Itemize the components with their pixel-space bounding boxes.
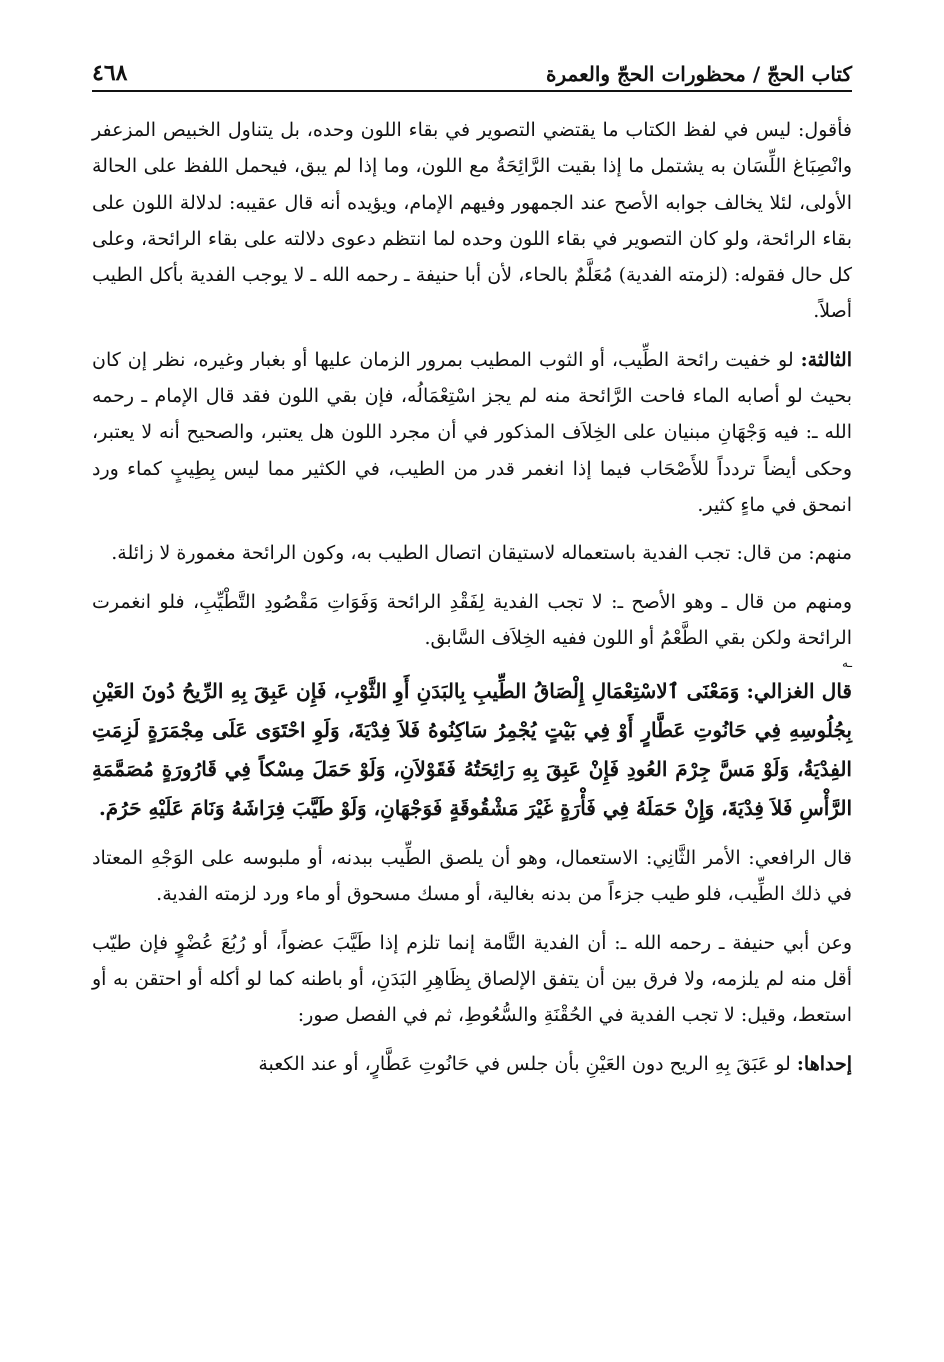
paragraph-2 (92, 342, 852, 523)
paragraph-text: منهم: من قال: تجب الفدية باستعماله لاستيقان اتصال الطيب به، وكون الرائحة مغمورة لا زائلة. (111, 542, 852, 565)
paragraph-5-quote (92, 672, 852, 828)
paragraph-text: لو عَبَقَ بِهِ الريح دون العَيْنِ بأن جلس في حَانُوتِ عَطَّارٍ، أو عند الكعبة (258, 1052, 797, 1075)
paragraph-lead: إحداها: (796, 1052, 852, 1075)
paragraph-text: قال الرافعي: الأمر الثَّانِي: الاستعمال، وهو أن يلصق الطِّيب ببدنه، أو ملبوسه على الوَجْهِ المعتاد في ذلك الطِّيب، فلو طيب جزءاً من بدنه بغالية، أو مسك مسحوق أو ماء ورد لزمته الفدية. (92, 847, 852, 906)
paragraph-3 (92, 535, 852, 571)
paragraph-8 (92, 1046, 852, 1082)
paragraph-lead: الثالثة: (800, 348, 852, 371)
paragraph-7 (92, 925, 852, 1034)
running-header (92, 52, 852, 92)
paragraph-text: لو خفيت رائحة الطِّيب، أو الثوب المطيب بمرور الزمان عليها أو بغبار وغيره، نظر إن كان بحيث لو أصابه الماء فاحت الرَّائحة منه لم يجز اسْتِعْمَالُه، فإن بقي اللون فقد قال الإمام ـ رحمه الله ـ: فيه وَجْهَانِ مبنيان على الخِلاَف المذكور في أن مجرد اللون هل يعتبر، والصحيح أنه لا يعتبر، وحكى أيضاً تردداً للأَصْحَاب فيما إذا انغمر قدر من الطيب، في الكثير مما ليس بِطِيبٍ كماء ورد انمحق في ماءٍ كثير. (92, 348, 852, 516)
paragraph-6 (92, 840, 852, 913)
paragraph-1 (92, 112, 852, 330)
page-body (92, 112, 852, 1094)
paragraph-4 (92, 584, 852, 657)
paragraph-text: قال الغزالي: وَمَعْنَى ٱلاسْتِعْمَالِ إِلْصَاقُ الطِّيبِ بِالبَدَنِ أَوِ الثَّوْبِ، فَإِن عَبِقَ بِهِ الرِّيحُ دُونَ العَيْنِ بِجُلُوسِهِ فِي حَانُوتِ عَطَّارٍ أَوْ فِي بَيْتٍ يُجْمِرُ سَاكِنُوهُ فَلاَ فِدْيَةَ، وَلَوِ احْتَوَى عَلَى مِجْمَرَةٍ لَزِمَتِ الفِدْيَةُ، وَلَوْ مَسَّ جِرْمَ العُودِ فَإِنْ عَبِقَ بِهِ رَائِحَتُهُ فَقَوْلاَنِ، وَلَوْ حَمَلَ مِسْكاً فِي قَارُورَةٍ مُصَمَّمَةِ الرَّأْسِ فَلاَ فِدْيَةَ، وَإِنْ حَمَلَهُ فِي فَأْرَةٍ غَيْرَ مَشْقُوقَةٍ فَوَجْهَانِ، وَلَوْ طَيَّبَ فِرَاشَهُ وَنَامَ عَلَيْهِ حَرُمَ. (92, 679, 852, 821)
header-title: كتاب الحجّ / محظورات الحجّ والعمرة (546, 62, 852, 86)
page-number: ٤٦٨ (92, 60, 128, 86)
paragraph-text: فأقول: ليس في لفظ الكتاب ما يقتضي التصوير في بقاء اللون وحده، بل يتناول الخبيص المزعفر وانْصِبَاغ اللِّسَان به يشتمل ما إذا بقيت الرَّائِحَةُ مع اللون، وما إذا لم يبق، فيحمل اللفظ على الحالة الأولى، لئلا يخالف جوابه الأصح عند الجمهور وفيهم الإمام، ويؤيده أنه قال عقيبه: لدلالة اللون على بقاء الرائحة، ولو كان التصوير في بقاء اللون وحده لما انتظم دعوى دلالته على بقاء الرائحة، وعلى كل حال فقوله: (لزمته الفدية) مُعَلَّمٌ بالحاء، لأن أبا حنيفة ـ رحمه الله ـ لا يوجب الفدية بأكل الطيب أصلاً. (92, 119, 852, 323)
paragraph-text: ومنهم من قال ـ وهو الأصح ـ: لا تجب الفدية لِفَقْدِ الرائحة وَفَوَاتِ مَقْصُودِ التَّطْيِّبِ، فلو انغمرت الرائحة ولكن بقي الطَّعْمُ أو اللون ففيه الخِلاَف السَّابق. (92, 590, 852, 649)
section-mark: ـه (842, 656, 852, 671)
paragraph-text: وعن أبي حنيفة ـ رحمه الله ـ: أن الفدية التَّامة إنما تلزم إذا طَيَّبَ عضواً، أو رُبُعَ عُضْوٍ فإن طيّب أقل منه لم يلزمه، ولا فرق بين أن يتفق الإلصاق بِظَاهِرِ البَدَنِ، أو باطنه كما لو أكله أو احتقن به أو استعط، وقيل: لا تجب الفدية في الحُقْنَةِ والسُّعُوطِ، ثم في الفصل صور: (92, 931, 852, 1027)
